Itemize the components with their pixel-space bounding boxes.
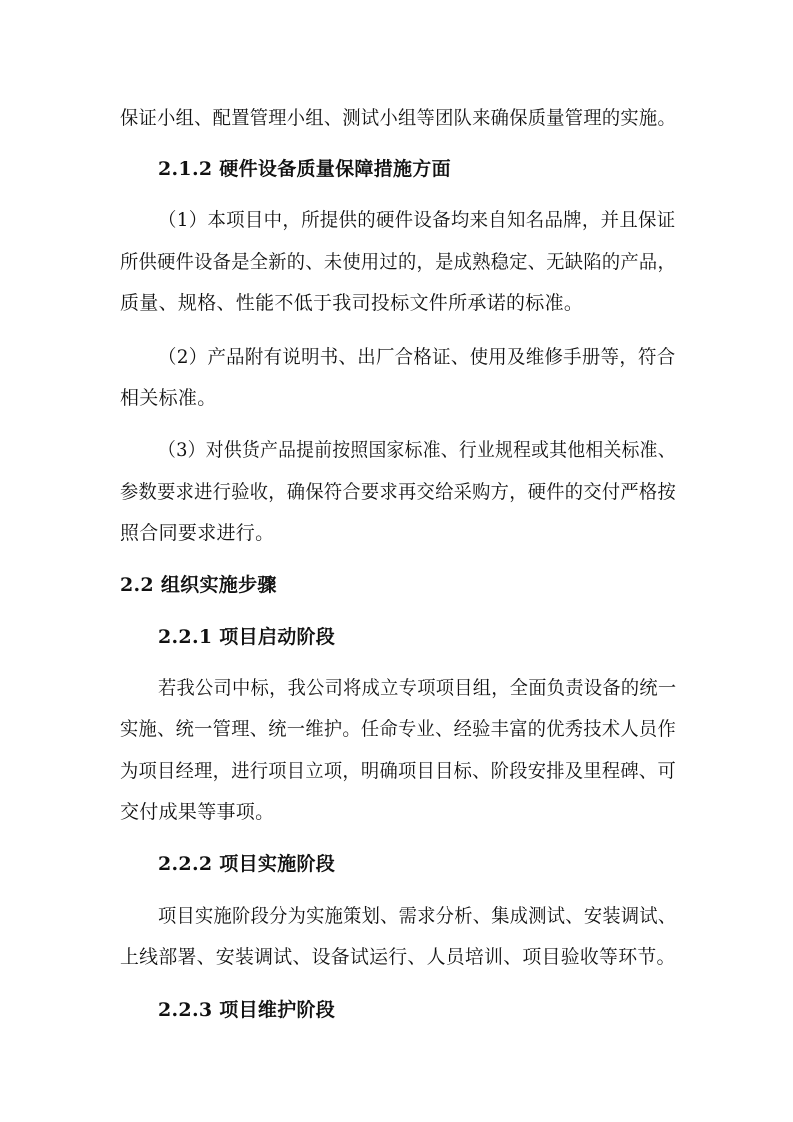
section-heading: 2.2 组织实施步骤 (120, 574, 277, 596)
paragraph-line: （2）产品附有说明书、出厂合格证、使用及维修手册等，符合 (158, 346, 676, 368)
section-heading: 2.2.3 项目维护阶段 (158, 999, 336, 1021)
paragraph-line: 为项目经理，进行项目立项，明确项目目标、阶段安排及里程碑、可 (120, 760, 677, 782)
paragraph-line: （3）对供货产品提前按照国家标准、行业规程或其他相关标准、 (158, 439, 676, 461)
paragraph-line: 照合同要求进行。 (120, 522, 275, 544)
paragraph-line: （1）本项目中，所提供的硬件设备均来自知名品牌，并且保证 (158, 209, 676, 231)
paragraph-line: 保证小组、配置管理小组、测试小组等团队来确保质量管理的实施。 (120, 107, 677, 129)
paragraph-line: 参数要求进行验收，确保符合要求再交给采购方，硬件的交付严格按 (120, 481, 677, 503)
section-heading: 2.1.2 硬件设备质量保障措施方面 (158, 158, 451, 180)
paragraph-line: 若我公司中标，我公司将成立专项项目组，全面负责设备的统一 (158, 677, 677, 699)
paragraph-line: 相关标准。 (120, 387, 217, 409)
paragraph-line: 所供硬件设备是全新的、未使用过的，是成熟稳定、无缺陷的产品， (120, 251, 677, 273)
paragraph-line: 交付成果等事项。 (120, 801, 275, 823)
paragraph-line: 实施、统一管理、统一维护。任命专业、经验丰富的优秀技术人员作 (120, 718, 677, 740)
paragraph-line: 质量、规格、性能不低于我司投标文件所承诺的标准。 (120, 292, 584, 314)
paragraph-line: 项目实施阶段分为实施策划、需求分析、集成测试、安装调试、 (158, 905, 677, 927)
paragraph-line: 上线部署、安装调试、设备试运行、人员培训、项目验收等环节。 (120, 946, 676, 968)
section-heading: 2.2.2 项目实施阶段 (158, 853, 336, 875)
section-heading: 2.2.1 项目启动阶段 (158, 626, 336, 648)
